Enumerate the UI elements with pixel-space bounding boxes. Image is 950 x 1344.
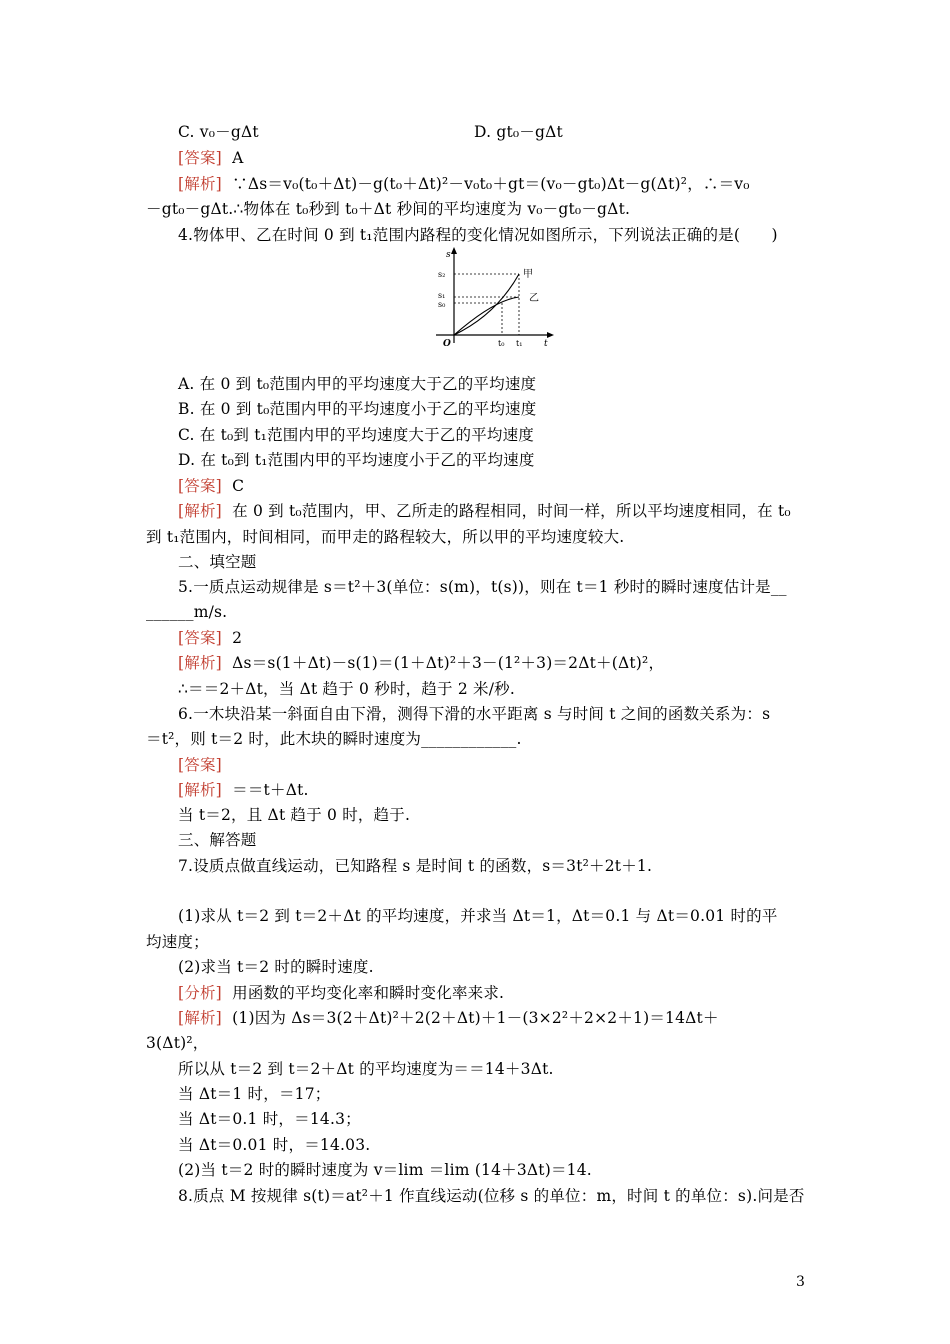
analysis-q7: [解析] (1)因为 Δs＝3(2＋Δt)²＋2(2＋Δt)＋1－(3×2²＋2×2＋1)＝14Δt＋: [178, 1009, 719, 1027]
question-6-cont: ＝t²，则 t＝2 时，此木块的瞬时速度为____________.: [146, 730, 522, 748]
analysis-q7-cont: 3(Δt)²，: [146, 1034, 209, 1052]
analysis-q5: [解析] Δs＝s(1＋Δt)－s(1)＝(1＋Δt)²＋3－(1²＋3)＝2Δt＋(Δt)²，: [178, 654, 665, 672]
analysis-tag: [解析]: [178, 175, 222, 193]
analysis-q3: [解析] ∵Δs＝v₀(t₀＋Δt)－g(t₀＋Δt)²－v₀t₀＋gt＝(v₀－gt₀)Δt－g(Δt)²，∴＝v₀: [178, 175, 750, 193]
t-axis-label: t: [544, 339, 548, 349]
question-5: 5.一质点运动规律是 s＝t²＋3(单位：s(m)，t(s))，则在 t＝1 秒时的瞬时速度估计是__: [178, 578, 787, 596]
analysis-q5-cont: ∴＝＝2＋Δt，当 Δt 趋于 0 秒时，趋于 2 米/秒.: [178, 680, 516, 698]
s-axis-label: s: [446, 250, 451, 260]
t-axis-arrow: [547, 332, 554, 338]
analysis-q6: [解析] ＝＝t＋Δt.: [178, 781, 309, 799]
analysis-q3-cont: －gt₀－gΔt.∴物体在 t₀秒到 t₀＋Δt 秒间的平均速度为 v₀－gt₀－gΔt.: [146, 200, 631, 218]
s-axis-arrow: [451, 247, 457, 254]
answer-q5: [答案] 2: [178, 629, 243, 647]
section-fill-blank: 二、填空题: [178, 553, 257, 571]
origin-label: O: [443, 339, 451, 349]
analysis-hint-q7: [分析] 用函数的平均变化率和瞬时变化率来求.: [178, 984, 505, 1002]
page-number: 3: [796, 1274, 805, 1290]
option-c-prev: C. v₀－gΔt: [178, 123, 259, 141]
option-d-prev: D. gt₀－gΔt: [474, 123, 563, 141]
option-a: A. 在 0 到 t₀范围内甲的平均速度大于乙的平均速度: [178, 375, 537, 393]
analysis-q4-cont: 到 t₁范围内，时间相同，而甲走的路程较大，所以甲的平均速度较大.: [146, 528, 625, 546]
option-b: B. 在 0 到 t₀范围内甲的平均速度小于乙的平均速度: [178, 400, 537, 418]
curve-jia: [454, 274, 519, 335]
yi-label: 乙: [529, 293, 539, 304]
question-7: 7.设质点做直线运动，已知路程 s 是时间 t 的函数，s＝3t²＋2t＋1.: [178, 857, 653, 875]
question-6: 6.一木块沿某一斜面自由下滑，测得下滑的水平距离 s 与时间 t 之间的函数关系为：s: [178, 705, 771, 723]
answer-q6: [答案]: [178, 756, 222, 774]
t1-label: t₁: [516, 339, 523, 348]
answer-tag: [答案]: [178, 149, 222, 167]
s2-label: s₂: [438, 270, 446, 279]
motion-graph-figure: [426, 245, 556, 353]
jia-label: 甲: [523, 269, 533, 280]
analysis-q6-cont: 当 t＝2，且 Δt 趋于 0 时，趋于.: [178, 806, 411, 824]
question-7-part2: (2)求当 t＝2 时的瞬时速度.: [178, 958, 374, 976]
answer-q3: [答案] A: [178, 149, 244, 167]
question-7-part1-cont: 均速度；: [146, 933, 209, 951]
question-4: 4.物体甲、乙在时间 0 到 t₁范围内路程的变化情况如图所示，下列说法正确的是( ): [178, 226, 778, 244]
analysis-q7-dt1: 当 Δt＝1 时，＝17；: [178, 1085, 331, 1103]
analysis-q7-dt001: 当 Δt＝0.01 时，＝14.03.: [178, 1136, 371, 1154]
s1-label: s₁: [438, 291, 446, 300]
analysis-q7-dt01: 当 Δt＝0.1 时，＝14.3；: [178, 1110, 361, 1128]
analysis-q7-part2: (2)当 t＝2 时的瞬时速度为 v＝lim ＝lim (14＋3Δt)＝14.: [178, 1161, 592, 1179]
section-solve: 三、解答题: [178, 831, 257, 849]
option-d: D. 在 t₀到 t₁范围内甲的平均速度小于乙的平均速度: [178, 451, 535, 469]
option-c: C. 在 t₀到 t₁范围内甲的平均速度大于乙的平均速度: [178, 426, 535, 444]
question-5-cont: ______m/s.: [146, 603, 228, 621]
question-8: 8.质点 M 按规律 s(t)＝at²＋1 作直线运动(位移 s 的单位：m，时间 t 的单位：s).问是否: [178, 1187, 805, 1205]
s0-label: s₀: [438, 300, 446, 309]
analysis-q7-avg: 所以从 t＝2 到 t＝2＋Δt 的平均速度为＝＝14＋3Δt.: [178, 1060, 554, 1078]
answer-q4: [答案] C: [178, 477, 245, 495]
t0-label: t₀: [498, 339, 505, 348]
analysis-q4: [解析] 在 0 到 t₀范围内，甲、乙所走的路程相同，时间一样，所以平均速度相同，在 t₀: [178, 502, 791, 520]
question-7-part1: (1)求从 t＝2 到 t＝2＋Δt 的平均速度，并求当 Δt＝1，Δt＝0.1 与 Δt＝0.01 时的平: [178, 907, 778, 925]
